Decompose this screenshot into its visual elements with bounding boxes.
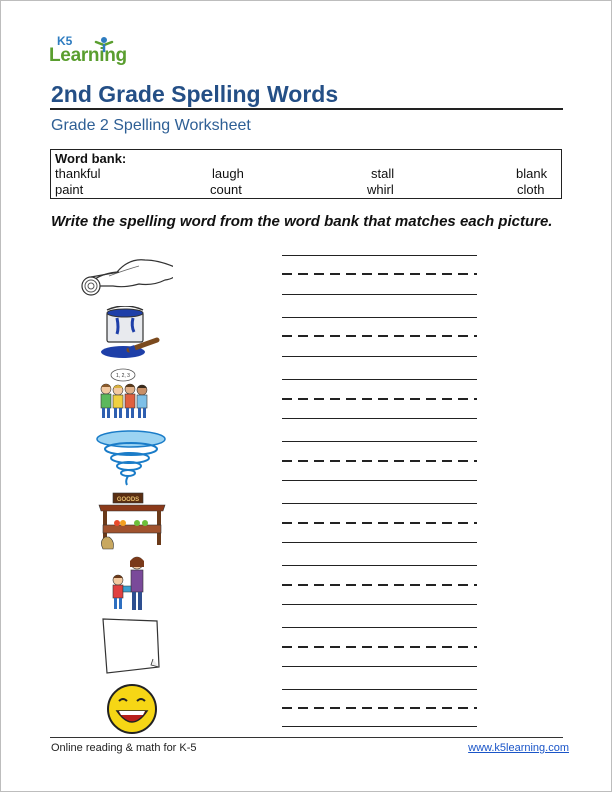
thankful-family-icon xyxy=(73,553,173,613)
answer-baseline[interactable] xyxy=(282,604,477,605)
k5-learning-logo xyxy=(49,32,139,72)
answer-top-line xyxy=(282,379,477,380)
word-bank-word: stall xyxy=(371,166,395,181)
cloth-icon xyxy=(73,246,173,306)
answer-top-line xyxy=(282,565,477,566)
answer-dashed-line xyxy=(282,522,477,524)
stall-sign-text: GOODS xyxy=(116,497,140,503)
answer-dashed-line xyxy=(282,646,477,648)
page-title: 2nd Grade Spelling Words xyxy=(51,81,339,107)
logo-person-icon xyxy=(93,36,115,54)
answer-baseline[interactable] xyxy=(282,480,477,481)
answer-dashed-line xyxy=(282,707,477,709)
paint-can-icon xyxy=(73,306,173,366)
footer-website-link[interactable]: www.k5learning.com xyxy=(468,742,569,754)
answer-dashed-line xyxy=(282,398,477,400)
answer-baseline[interactable] xyxy=(282,666,477,667)
answer-top-line xyxy=(282,689,477,690)
answer-dashed-line xyxy=(282,460,477,462)
answer-dashed-line xyxy=(282,584,477,586)
answer-top-line xyxy=(282,627,477,628)
answer-baseline[interactable] xyxy=(282,726,477,727)
counting-bubble-text: 1, 2, 3 xyxy=(116,373,130,379)
answer-baseline[interactable] xyxy=(282,356,477,357)
market-stall-icon xyxy=(73,491,173,551)
instructions: Write the spelling word from the word bank that matches each picture. xyxy=(51,213,553,230)
answer-top-line xyxy=(282,441,477,442)
answer-baseline[interactable] xyxy=(282,542,477,543)
answer-dashed-line xyxy=(282,273,477,275)
footer-divider xyxy=(50,737,563,738)
whirl-tornado-icon xyxy=(73,429,173,489)
word-bank-word: blank xyxy=(516,166,548,181)
footer-tagline: Online reading & math for K-5 xyxy=(51,742,197,754)
page-subtitle: Grade 2 Spelling Worksheet xyxy=(51,117,251,134)
answer-baseline[interactable] xyxy=(282,418,477,419)
word-bank-box xyxy=(50,149,562,199)
word-bank-word: whirl xyxy=(367,182,394,197)
answer-top-line xyxy=(282,317,477,318)
logo-learning-text: Learning xyxy=(49,45,127,66)
word-bank-word: laugh xyxy=(212,166,244,181)
answer-top-line xyxy=(282,503,477,504)
word-bank-label: Word bank: xyxy=(55,151,127,166)
word-bank-word: thankful xyxy=(55,166,101,181)
laughing-face-icon xyxy=(73,681,173,741)
answer-top-line xyxy=(282,255,477,256)
answer-baseline[interactable] xyxy=(282,294,477,295)
word-bank-word: cloth xyxy=(517,182,545,197)
counting-kids-icon xyxy=(73,367,173,427)
answer-dashed-line xyxy=(282,335,477,337)
word-bank-word: count xyxy=(210,182,242,197)
blank-paper-icon xyxy=(73,615,173,675)
word-bank-word: paint xyxy=(55,182,84,197)
logo-k5-text: K5 xyxy=(57,34,73,48)
title-underline xyxy=(50,108,563,110)
